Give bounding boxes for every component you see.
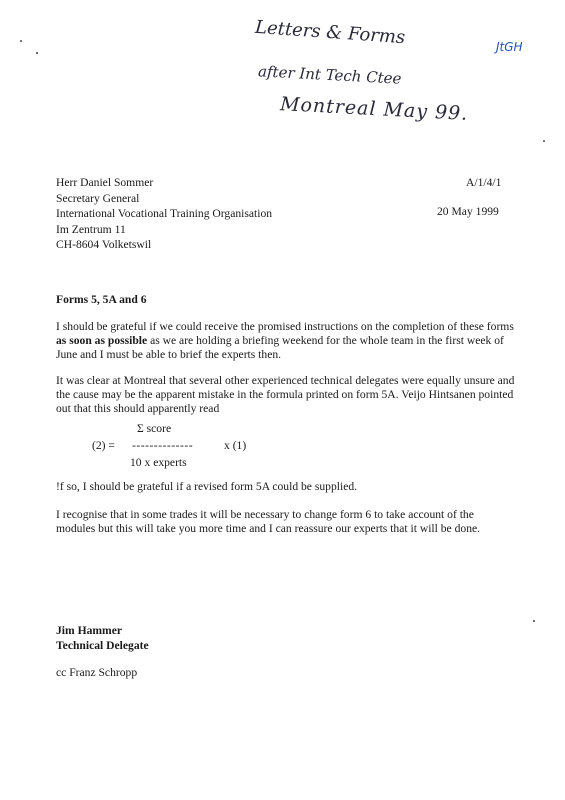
paragraph-2: It was clear at Montreal that several other experienced technical delegates were equally unsure and the cause may be the apparent mistake in the formula printed on form 5A. Veijo Hintsanen pointed out that this should apparently read — [56, 374, 515, 416]
handwritten-note-line-3: Montreal May 99. — [279, 93, 469, 125]
handwritten-ref-code: JtGH — [496, 40, 523, 54]
paragraph-3: !f so, I should be grateful if a revised form 5A could be supplied. — [56, 480, 358, 493]
cc-line: cc Franz Schropp — [56, 666, 138, 679]
recipient-address — [56, 176, 272, 254]
formula-denominator: 10 x experts — [130, 456, 187, 469]
handwritten-note-line-2: after Int Tech Ctee — [257, 62, 402, 88]
paragraph-1-text-end: as we are holding a briefing weekend for the whole team in the first week of June and I must be able to brief the experts then. — [56, 334, 504, 362]
paragraph-1-text: I should be grateful if we could receive the promised instructions on the completion of these forms — [56, 320, 514, 333]
recipient-city: CH-8604 Volketswil — [56, 238, 152, 252]
formula-lhs: (2) = — [92, 439, 115, 452]
formula-rhs: x (1) — [224, 439, 247, 452]
formula — [92, 420, 292, 472]
paragraph-4: I recognise that in some trades it will be necessary to change form 6 to take account of the modules but this will take you more time and I can reassure our experts that it will be done. — [56, 508, 481, 536]
subject-line: Forms 5, 5A and 6 — [56, 293, 147, 306]
paragraph-1-emphasis: as soon as possible — [56, 334, 148, 348]
letter-date: 20 May 1999 — [437, 205, 499, 218]
scan-speck — [533, 620, 535, 622]
recipient-organisation: International Vocational Training Organisation — [56, 207, 273, 221]
scan-speck — [543, 140, 545, 142]
recipient-street: Im Zentrum 11 — [56, 222, 126, 236]
reference-number: A/1/4/1 — [466, 176, 502, 189]
paragraph-1 — [56, 320, 516, 363]
signer-title: Technical Delegate — [56, 639, 149, 652]
recipient-name: Herr Daniel Sommer — [56, 176, 154, 189]
formula-numerator: Σ score — [137, 422, 172, 435]
recipient-title: Secretary General — [56, 191, 140, 205]
signer-name: Jim Hammer — [56, 624, 122, 637]
handwritten-note-line-1: Letters & Forms — [254, 16, 406, 49]
scan-speck — [20, 40, 22, 42]
scan-speck — [36, 52, 38, 54]
formula-fraction-line: -------------- — [132, 439, 194, 452]
